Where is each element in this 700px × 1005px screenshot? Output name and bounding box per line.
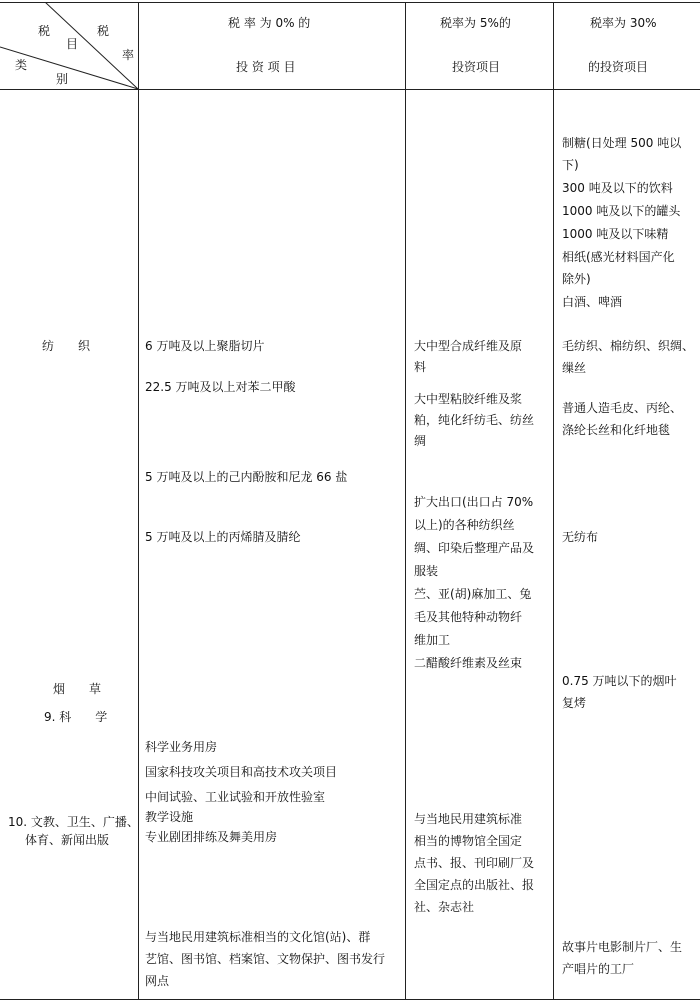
col2-item: 与当地民用建筑标准 — [414, 812, 523, 826]
col3-item: 普通人造毛皮、丙纶、 — [562, 401, 683, 415]
col2-item: 苎、亚(胡)麻加工、兔 — [414, 587, 532, 601]
col-divider-2 — [405, 2, 406, 999]
col2-item: 全国定点的出版社、报 — [414, 878, 535, 892]
category-fangzhi: 纺 织 — [42, 339, 91, 353]
col3-item: 白酒、啤酒 — [562, 295, 623, 309]
col-divider-3 — [553, 2, 554, 999]
col2-item: 相当的博物馆全国定 — [414, 834, 523, 848]
col2-item: 以上)的各种纺织丝 — [414, 518, 515, 532]
col1-item: 22.5 万吨及以上对苯二甲酸 — [145, 380, 296, 394]
col3-item: 制糖(日处理 500 吨以 — [562, 136, 682, 150]
col3-item: 1000 吨及以下的罐头 — [562, 204, 681, 218]
category-wenjiao-line2: 体育、新闻出版 — [25, 833, 110, 847]
col3-item: 相纸(感光材料国产化 — [562, 250, 675, 264]
category-kexue: 9. 科 学 — [44, 710, 108, 724]
col3-header-line2: 的投资项目 — [588, 60, 649, 74]
col1-item: 6 万吨及以上聚脂切片 — [145, 339, 265, 353]
col3-item: 0.75 万吨以下的烟叶 — [562, 674, 677, 688]
col1-item: 教学设施 — [145, 810, 194, 824]
col2-item: 大中型合成纤维及原 — [414, 339, 523, 353]
col2-item: 毛及其他特种动物纤 — [414, 610, 523, 624]
col3-item: 300 吨及以下的饮料 — [562, 181, 673, 195]
col2-item: 社、杂志社 — [414, 900, 475, 914]
col-divider-1 — [138, 2, 139, 999]
col3-item: 除外) — [562, 272, 591, 286]
col1-item: 网点 — [145, 974, 170, 988]
col1-item: 中间试验、工业试验和开放性验室 — [145, 790, 326, 804]
table-bottom-border — [0, 999, 700, 1000]
col1-item: 国家科技攻关项目和高技术攻关项目 — [145, 765, 338, 779]
corner-label-shui-right: 税 — [97, 24, 110, 38]
category-wenjiao-line1: 10. 文教、卫生、广播、 — [8, 815, 139, 829]
col2-item: 料 — [414, 360, 427, 374]
col2-item: 服装 — [414, 564, 439, 578]
corner-label-bie: 别 — [56, 72, 69, 86]
col3-item: 缫丝 — [562, 361, 587, 375]
category-yancao: 烟 草 — [53, 682, 102, 696]
col3-header-line1: 税率为 30% — [590, 16, 657, 30]
corner-label-lv: 率 — [122, 48, 135, 62]
col2-header-line2: 投资项目 — [452, 60, 501, 74]
col1-header-line1: 税 率 为 0% 的 — [228, 16, 311, 30]
col1-header-line2: 投 资 项 目 — [236, 60, 296, 74]
col3-item: 产唱片的工厂 — [562, 962, 635, 976]
col1-item: 科学业务用房 — [145, 740, 218, 754]
corner-label-mu: 目 — [66, 37, 79, 51]
corner-label-lei: 类 — [15, 58, 28, 72]
col1-item: 与当地民用建筑标准相当的文化馆(站)、群 — [145, 930, 371, 944]
col2-header-line1: 税率为 5%的 — [440, 16, 511, 30]
col1-item: 专业剧团排练及舞美用房 — [145, 830, 278, 844]
col3-item: 复烤 — [562, 696, 587, 710]
col1-item: 5 万吨及以上的丙烯腈及腈纶 — [145, 530, 301, 544]
col2-item: 大中型粘胶纤维及浆 — [414, 392, 523, 406]
col3-item: 下) — [562, 158, 579, 172]
col2-item: 绸、印染后整理产品及 — [414, 541, 535, 555]
col3-item: 故事片电影制片厂、生 — [562, 940, 683, 954]
col2-item: 二醋酸纤维素及丝束 — [414, 656, 523, 670]
col2-item: 绸 — [414, 434, 427, 448]
col2-item: 粕，纯化纤纺毛、纺丝 — [414, 413, 535, 427]
col2-item: 点书、报、刊印刷厂及 — [414, 856, 535, 870]
corner-label-shui-top: 税 — [38, 24, 51, 38]
col1-item: 5 万吨及以上的己内酚胺和尼龙 66 盐 — [145, 470, 348, 484]
col3-item: 涤纶长丝和化纤地毯 — [562, 423, 671, 437]
col1-item: 艺馆、图书馆、档案馆、文物保护、图书发行 — [145, 952, 386, 966]
col3-item: 1000 吨及以下味精 — [562, 227, 669, 241]
col2-item: 维加工 — [414, 633, 451, 647]
col3-item: 毛纺织、棉纺织、织绸、 — [562, 339, 695, 353]
col3-item: 无纺布 — [562, 530, 599, 544]
col2-item: 扩大出口(出口占 70% — [414, 495, 534, 509]
